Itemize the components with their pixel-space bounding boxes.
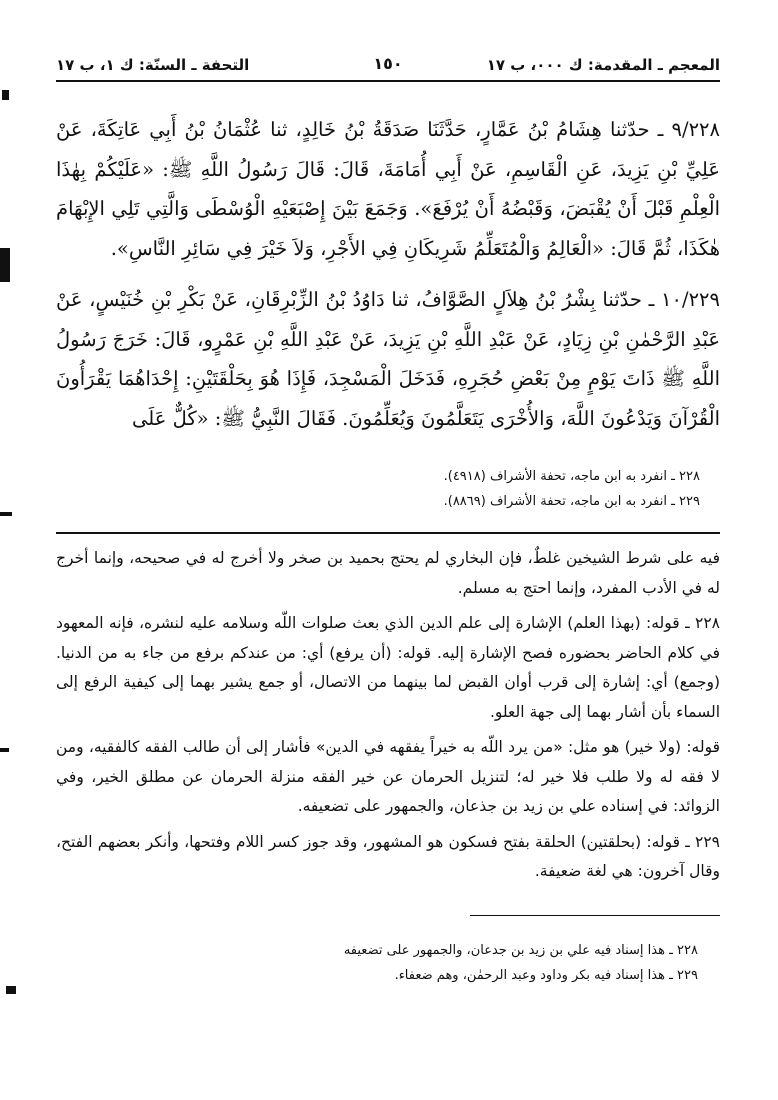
footnotes <box>56 938 720 988</box>
hadith-229: ١٠/٢٢٩ ـ حدّثنا بِشْرُ بْنُ هِلاَلٍ الصَّوَّافُ، ثنا دَاوُدُ بْنُ الزِّبْرِقَانِ، عَنْ بَكْرِ بْنِ خُنَيْسٍ، عَنْ عَبْدِ الرَّحْمٰنِ بْنِ زِيَادٍ، عَنْ عَبْدِ اللَّهِ بْنِ يَزِيدَ، عَنْ عَبْدِ اللَّهِ بْنِ عَمْرٍو، قَالَ: خَرَجَ رَسُولُ اللَّهِ ﷺ ذَاتَ يَوْمٍ مِنْ بَعْضِ حُجَرِهِ، فَدَخَلَ الْمَسْجِدَ، فَإِذَا هُوَ بِحَلْقَتَيْنِ: إِحْدَاهُمَا يَقْرَأُونَ الْقُرْآنَ وَيَدْعُونَ اللَّهَ، وَالأُخْرَى يَتَعَلَّمُونَ وَيُعَلِّمُونَ. فَقَالَ النَّبِيُّ ﷺ: «كُلٌّ عَلَى <box>56 288 720 430</box>
takhrij-references <box>56 464 720 514</box>
page <box>56 50 720 988</box>
commentary-paragraph: ٢٢٨ ـ قوله: (بهذا العلم) الإشارة إلى علم الدين الذي بعث صلوات اللّه وسلامه عليه لنشره، فإنه المعهود في كلام الحاضر بحضوره فصح الإشارة إليه. قوله: (أن يرفع) أي: من عندكم برفع من جاء به من الدنيا. (وجمع) أي: إشارة إلى قرب أوان القبض لما بينهما من الاتصال، أو جمع يشير بهما إلى كيفية الرفع إلى السماء بأن أشار بهما إلى جهة العلو. <box>56 614 720 721</box>
hadith-228: ٩/٢٢٨ ـ حدّثنا هِشَامُ بْنُ عَمَّارٍ، حَدَّثَنَا صَدَقَةُ بْنُ خَالِدٍ، ثنا عُثْمَانُ بْنُ أَبِي عَاتِكَةَ، عَنْ عَلِيِّ بْنِ يَزِيدَ، عَنِ الْقَاسِمِ، عَنْ أَبِي أُمَامَةَ، قَالَ: قَالَ رَسُولُ اللَّهِ ﷺ: «عَلَيْكُمْ بِهٰذَا الْعِلْمِ قَبْلَ أَنْ يُقْبَضَ، وَقَبْضُهُ أَنْ يُرْفَعَ». وَجَمَعَ بَيْنَ إِصْبَعَيْهِ الْوُسْطَى وَالَّتِي تَلِي الإِبْهَامَ هٰكَذَا، ثُمَّ قَالَ: «الْعَالِمُ وَالْمُتَعَلِّمُ شَرِيكَانِ فِي الأَجْرِ، وَلاَ خَيْرَ فِي سَائِرِ النَّاسِ». <box>56 118 720 260</box>
scan-mark <box>2 90 9 100</box>
footnote-229: ٢٢٩ ـ هذا إسناد فيه بكر وداود وعبد الرحمٰن، وهم ضعفاء. <box>394 967 698 983</box>
page-number: ١٥٠ <box>373 54 403 73</box>
scan-mark <box>0 512 12 516</box>
commentary-paragraph: فيه على شرط الشيخين غلطٌ، فإن البخاري لم يحتج بحميد بن صخر ولا أخرج له في صحيحه، وإنما أخرج له في الأدب المفرد، وإنما احتج به مسلم. <box>56 549 720 597</box>
commentary-paragraph: ٢٢٩ ـ قوله: (بحلقتين) الحلقة بفتح فسكون هو المشهور، وقد جوز كسر اللام وفتحها، وأنكر بعضهم الفتح، وقال آخرون: هي لغة ضعيفة. <box>56 832 720 880</box>
footnote-divider <box>470 915 720 916</box>
header-divider <box>56 80 720 82</box>
running-header <box>56 50 720 78</box>
header-right: المعجم ـ المقدمة: ك ٠٠٠، ب ١٧ <box>486 56 720 74</box>
commentary-paragraph: قوله: (ولا خير) هو مثل: «من يرد اللّه به خيراً يفقهه في الدين» فأشار إلى أن طالب الفقه كالفقيه، ومن لا فقه له ولا طلب فلا خير له؛ لتنزيل الحرمان عن خير الفقه منزلة الحرمان عن مطلق الخير، وفي الزوائد: في إسناده علي بن زيد بن جذعان، والجمهور على تضعيفه. <box>56 738 720 815</box>
scan-mark <box>0 748 9 752</box>
reference-229: ٢٢٩ ـ انفرد به ابن ماجه، تحفة الأشراف (٨٨٦٩). <box>443 494 700 509</box>
header-left: التحفة ـ السنّة: ك ١، ب ١٧ <box>56 56 250 74</box>
scan-mark <box>0 248 10 282</box>
commentary-divider <box>56 532 720 534</box>
scan-mark <box>6 986 16 994</box>
footnote-228: ٢٢٨ ـ هذا إسناد فيه علي بن زيد بن جدعان، والجمهور على تضعيفه <box>343 942 698 958</box>
reference-228: ٢٢٨ ـ انفرد به ابن ماجه، تحفة الأشراف (٤٩١٨). <box>443 469 700 484</box>
commentary <box>56 544 720 887</box>
